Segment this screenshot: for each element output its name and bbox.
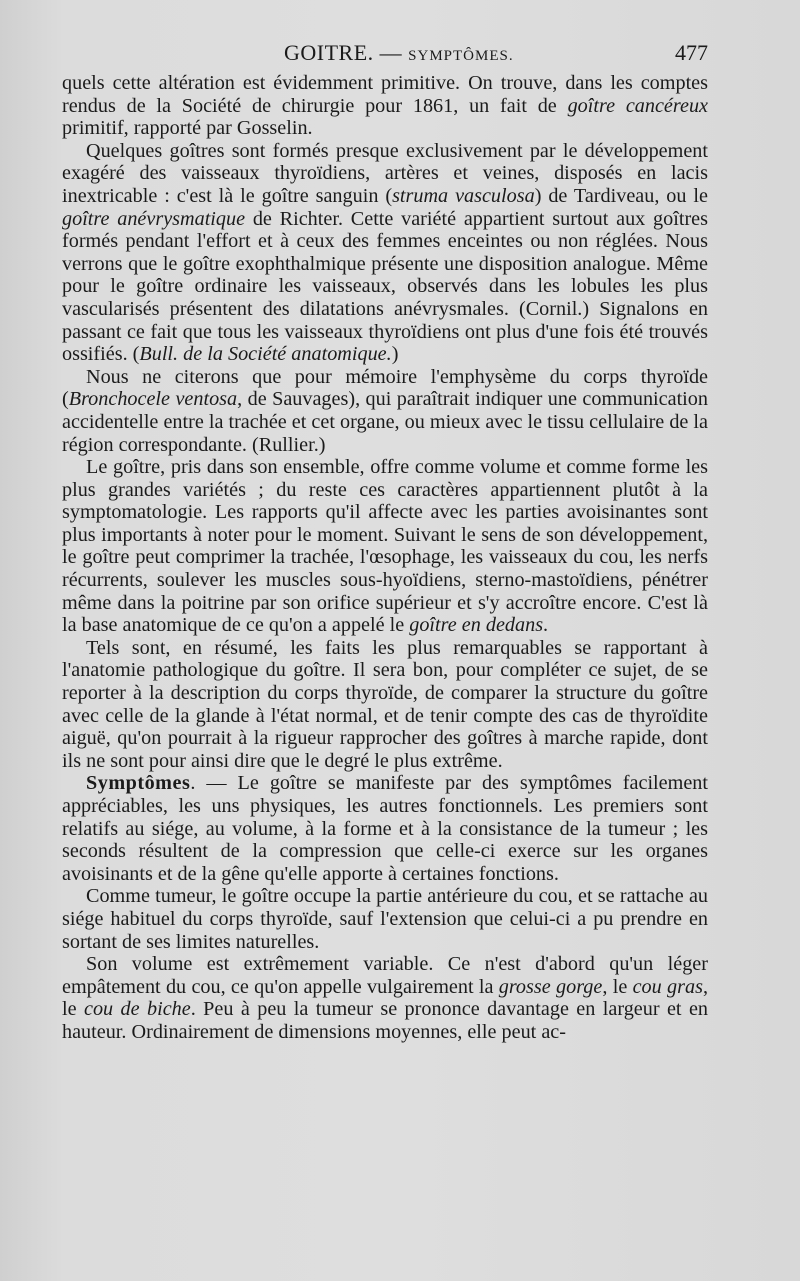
text-run: Son volume est extrêmement variable. Ce n'est d'abord qu'un léger empâtement du cou, ce qu'on appelle vulgairement la (62, 953, 708, 998)
italic-text: grosse gorge (498, 975, 603, 998)
page-number: 477 (675, 40, 708, 65)
text-run: ) de Tardiveau, ou le (534, 184, 708, 207)
running-title-dash: — (373, 40, 409, 65)
text-run: Comme tumeur, le goître occupe la partie antérieure du cou, et se rattache au siége habituel du corps thyroïde, sauf l'extension que celui-ci a pu prendre en sortant de ses limites naturelles. (62, 885, 708, 953)
italic-text: goître cancéreux (567, 94, 709, 117)
text-run: . Peu à peu la tumeur se prononce davantage en largeur et en hauteur. Ordinairement de dimensions moyennes, elle peut ac- (62, 998, 708, 1043)
italic-text: goître en dedans (409, 614, 544, 637)
italic-text: goître anévrysmatique (62, 207, 246, 230)
italic-text: cou gras (632, 975, 703, 998)
running-title (284, 40, 514, 66)
italic-text: Bronchocele ventosa (68, 388, 238, 411)
section-heading: Symptômes (86, 772, 191, 795)
text-run: Tels sont, en résumé, les faits les plus remarquables se rapportant à l'anatomie pathologique du goître. Il sera bon, pour compléter ce sujet, de se reporter à la description du corps thyroïde, de comparer la structure du goître avec celle de la glande à l'état normal, et de tenir compte des cas de thyroïdite aiguë, qu'on pourrait à la rigueur rapprocher des goîtres à marche rapide, dont ils ne sont pour ainsi dire que le degré le plus extrême. (62, 636, 708, 772)
text-run: ) (391, 343, 399, 366)
running-title-section: SYMPTÔMES. (408, 48, 514, 64)
text-run: Nous ne citerons que pour mémoire l'emphysème du corps thyroïde ( (62, 365, 708, 411)
text-run: quels cette altération est évidemment primitive. On trouve, dans les comptes rendus de la Société de chirurgie pour 1861, un fait de (62, 72, 708, 117)
text-run: . (543, 614, 549, 637)
text-run: Le goître, pris dans son ensemble, offre comme volume et comme forme les plus grandes variétés ; du reste ces caractères appartiennent plutôt à la symptomatologie. Les rapports qu'il affecte avec les parties avoisinantes sont plus importants à noter pour le moment. Suivant le sens de son développement, le goître peut comprimer la trachée, l'œsophage, les vaisseaux du cou, les nerfs récurrents, soulever les muscles sous-hyoïdiens, sterno-mastoïdiens, pénétrer même dans la poitrine par son orifice supérieur et s'y accroître encore. C'est là la base anatomique de ce qu'on a appelé le (62, 456, 708, 637)
italic-text: cou de biche (83, 998, 191, 1021)
text-run: Quelques goîtres sont formés presque exclusivement par le développement exagéré des vaisseaux thyroïdiens, artères et veines, disposés en lacis inextricable : c'est là le goître sanguin ( (62, 139, 708, 207)
text-run: , de Sauvages), qui paraîtrait indiquer une communication accidentelle entre la trachée et cet organe, ou mieux avec le tissu cellulaire de la région correspondante. (Rullier.) (62, 388, 708, 456)
paragraph (62, 637, 708, 773)
running-header (62, 40, 708, 68)
text-run: de Richter. Cette variété appartient surtout aux goîtres formés pendant l'effort et à ceux des femmes enceintes ou non réglées. Nous verrons que le goître exophthalmique présente une disposition analogue. Même pour le goître ordinaire les vaisseaux, observés dans les lobules les plus vascularisés présentent des dilatations anévrysmales. (Cornil.) Signalons en passant ce fait que tous les vaisseaux thyroïdiens ont plus d'une fois été trouvés ossifiés. ( (62, 207, 708, 366)
text-run: , le (62, 975, 708, 1021)
italic-text: struma vasculosa (392, 184, 535, 207)
text-run: primitif, rapporté par Gosselin. (62, 117, 313, 140)
body-text (62, 72, 708, 1044)
paragraph (62, 885, 708, 953)
text-run: , le (602, 975, 633, 998)
text-run: . — Le goître se manifeste par des symptômes facilement appréciables, les uns physiques, les autres fonctionnels. Les premiers sont relatifs au siége, au volume, à la forme et à la consistance de la tumeur ; les seconds résultent de la compression que celle-ci exerce sur les organes avoisinants et de la gêne qu'elle apporte à certaines fonctions. (62, 772, 708, 885)
paragraph (62, 140, 708, 366)
italic-text: Bull. de la Société anatomique. (139, 343, 392, 366)
paragraph (62, 456, 708, 637)
paragraph (62, 72, 708, 140)
section-paragraph-symptomes (62, 772, 708, 885)
running-title-main: GOITRE. (284, 40, 374, 65)
paragraph (62, 953, 708, 1043)
paragraph (62, 366, 708, 456)
